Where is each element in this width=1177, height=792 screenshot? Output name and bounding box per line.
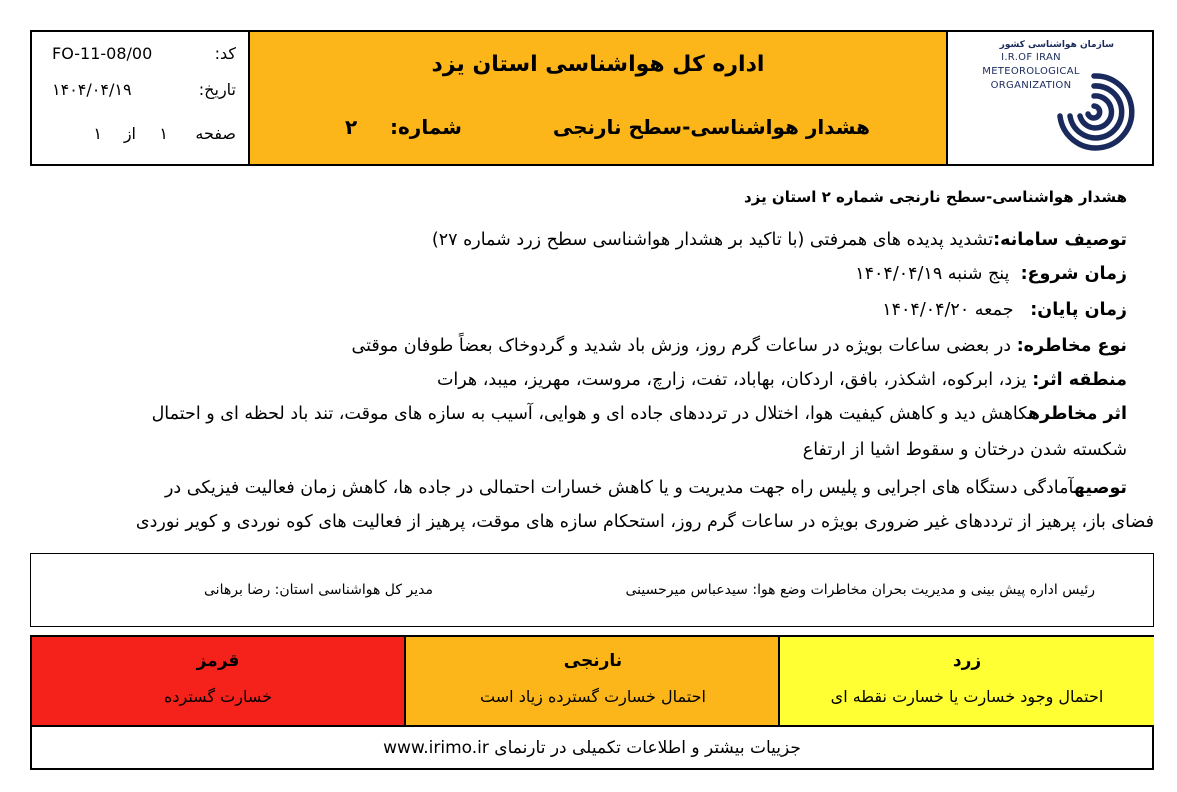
area-row [50, 370, 1127, 390]
legend-orange-desc: احتمال خسارت گسترده زیاد است [480, 687, 706, 706]
legend-yellow [778, 637, 1154, 725]
page-of: از [123, 124, 136, 143]
more-info-footer: جزییات بیشتر و اطلاعات تکمیلی در تارنمای www.irimo.ir [32, 725, 1152, 770]
end-label: زمان پایان: [1030, 300, 1127, 320]
code-label: کد: [214, 44, 236, 63]
logo-en-line-2: METEOROLOGICAL [982, 66, 1080, 77]
page-total: ۱ [93, 124, 102, 143]
impact-row [50, 404, 1127, 424]
code-row [32, 44, 248, 74]
page-title: اداره کل هواشناسی استان یزد [431, 52, 765, 77]
advice-text-2: فضای باز، پرهیز از ترددهای غیر ضروری بویژه در ساعات گرم روز، استحکام سازه های موقت، پرهیز از فعالیت های کوه نوردی و کویر نوردی [135, 512, 1154, 532]
legend-red [32, 637, 404, 725]
body-heading: هشدار هواشناسی-سطح نارنجی شماره ۲ استان یزد [744, 188, 1127, 206]
logo-area [948, 32, 1152, 164]
legend-red-title: قرمز [196, 651, 240, 671]
document-code-box [32, 32, 250, 164]
start-label: زمان شروع: [1020, 264, 1127, 284]
signature-box [30, 553, 1154, 627]
warning-body [30, 180, 1154, 550]
chief-signature: رئیس اداره پیش بینی و مدیریت بحران مخاطرات وضع هوا: سیدعباس میرحسینی [625, 582, 1095, 598]
date-row [32, 80, 248, 110]
area-label: منطقه اثر: [1032, 370, 1127, 390]
advice-label: توصیه [1073, 478, 1127, 498]
hazard-label: نوع مخاطره: [1016, 336, 1127, 356]
logo-fa-text: سازمان هواشناسی کشور [999, 40, 1114, 50]
irimo-logo-icon [1050, 66, 1138, 158]
warning-level-title: هشدار هواشناسی-سطح نارنجی [552, 115, 870, 139]
logo-en-line-1: I.R.OF IRAN [1001, 52, 1061, 63]
legend-red-desc: خسارت گسترده [164, 687, 272, 706]
title-box [250, 32, 948, 164]
advice-text-1: آمادگی دستگاه های اجرایی و پلیس راه جهت مدیریت و یا کاهش خسارات احتمالی در جاده ها، کاهش زمان فعالیت فیزیکی در [164, 478, 1074, 498]
warning-number-label: شماره: [390, 115, 462, 139]
page-current: ۱ [159, 124, 168, 143]
code-value: FO-11-08/00 [52, 44, 153, 63]
legend-yellow-title: زرد [952, 651, 982, 671]
legend-yellow-desc: احتمال وجود خسارت یا خسارت نقطه ای [830, 687, 1104, 706]
page-row [32, 124, 248, 154]
page-label: صفحه [195, 124, 236, 143]
hazard-text: در بعضی ساعات بویژه در ساعات گرم روز، وزش باد شدید و گردوخاک بعضاً طوفان موقتی [351, 336, 1012, 356]
impact-label: اثر مخاطره [1027, 404, 1127, 424]
date-value: ۱۴۰۴/۰۴/۱۹ [52, 80, 132, 99]
hazard-row [50, 336, 1127, 356]
end-text: جمعه ۱۴۰۴/۰۴/۲۰ [882, 300, 1014, 320]
warning-level-legend [30, 635, 1154, 770]
start-text: پنج شنبه ۱۴۰۴/۰۴/۱۹ [855, 264, 1010, 284]
end-row [50, 300, 1127, 320]
area-text: یزد، ابرکوه، اشکذر، بافق، اردکان، بهاباد، تفت، زارچ، مروست، مهریز، میبد، هرات [436, 370, 1027, 390]
system-row [50, 230, 1127, 250]
system-text: تشدید پدیده های همرفتی (با تاکید بر هشدار هواشناسی سطح زرد شماره ۲۷) [431, 230, 994, 250]
director-signature: مدیر کل هواشناسی استان: رضا برهانی [204, 582, 433, 598]
legend-orange-title: نارنجی [563, 651, 623, 671]
impact-text-2: شکسته شدن درختان و سقوط اشیا از ارتفاع [802, 440, 1127, 460]
advice-row [50, 478, 1127, 498]
legend-orange [404, 637, 780, 725]
date-label: تاریخ: [198, 80, 236, 99]
system-label: توصیف سامانه: [993, 230, 1127, 250]
logo-en-line-3: ORGANIZATION [990, 80, 1072, 91]
header-table [30, 30, 1154, 166]
start-row [50, 264, 1127, 284]
impact-text-1: کاهش دید و کاهش کیفیت هوا، اختلال در ترددهای جاده ای و هوایی، آسیب به سازه های موقت، تند باد لحظه ای و احتمال [151, 404, 1028, 424]
warning-number: ۲ [345, 115, 358, 139]
